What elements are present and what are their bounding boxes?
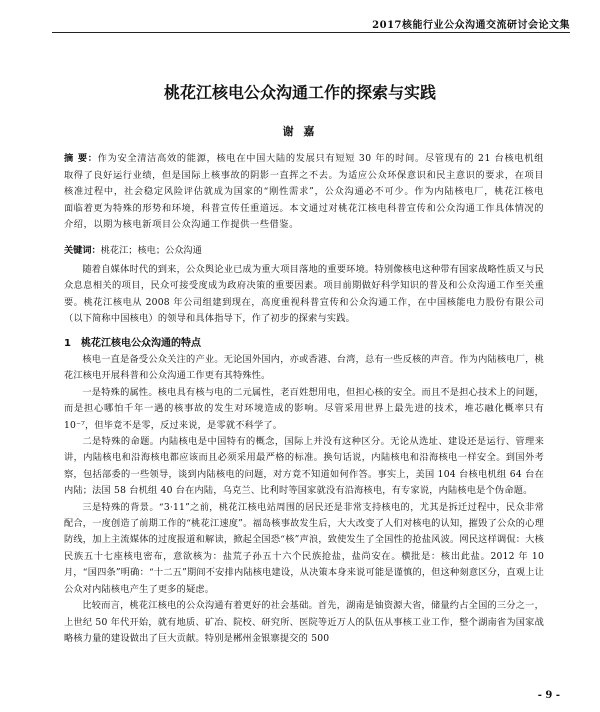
section-paragraph-3: 二是特殊的命题。内陆核电是中国特有的概念，国际上并没有这种区分。无论从选址、建设还是运行、管理来讲，内陆核电和沿海核电都应该而且必须采用最严格的标准。换句话说，内陆核电和沿海核电一样安全。到国外考察，包括部委的一些领导，谈到内陆核电的问题，对方竟不知道如何作答。事实上，美国 104 台核电机组 64 台在内陆；法国 58 台机组 40 台在内陆，乌克兰、比利时等国家就没有沿海核电，有专家说，内陆核电是个伪命题。 bbox=[64, 436, 544, 497]
abstract bbox=[64, 151, 544, 234]
section-paragraph-1: 核电一直是备受公众关注的产业。无论国外国内，亦或香港、台湾，总有一些反核的声音。作为内陆核电厂，桃花江核电开展科普和公众沟通工作更有其特殊性。 bbox=[64, 354, 544, 382]
header-rule bbox=[52, 32, 570, 33]
section-paragraph-5: 比较而言，桃花江核电的公众沟通有着更好的社会基础。首先，湖南是铀资源大省，储量约占全国的三分之一，上世纪 50 年代开始，就有地质、矿冶、院校、研究所、医院等近万人的队伍从事核工业工作，整个湖南省为国家战略核力量的建设做出了巨大贡献。特别是郴州金银寨提交的 500 bbox=[64, 600, 544, 644]
keywords bbox=[64, 242, 544, 256]
section-paragraph-4: 三是特殊的背景。“3·11”之前，桃花江核电站周围的居民还是非常支持核电的，尤其是拆迁过程中，民众非常配合，一度创造了前期工作的“桃花江速度”。福岛核事故发生后，大大改变了人们对核电的认知，摧毁了公众的心理防线，加上主流媒体的过度报道和解读，掀起全国恐“核”声浪，致使发生了全国性的抢盐风波。网民这样调侃：大核民族五十七座核电密布，意欲核为：盐荒子孙五十六个民族抢盐，盐尚安在。横批是：核出此盐。2012 年 10 月，“国四条”明确：“十二五”期间不安排内陆核电建设，从决策本身来说可能是谨慎的，但这种刻意区分，直观上让公众对内陆核电产生了更多的疑虑。 bbox=[64, 501, 544, 595]
page-number: - 9 - bbox=[537, 690, 560, 701]
intro-paragraph: 随着自媒体时代的到来，公众舆论业已成为重大项目落地的重要环境。特别像核电这种带有国家战略性质又与民众息息相关的项目，民众可接受度成为政府决策的重要因素。项目前期做好科学知识的普及和公众沟通工作至关重要。桃花江核电从 2008 年公司组建到现在，高度重视科普宣传和公众沟通工作，在中国核能电力股份有限公司（以下简称中国核电）的领导和具体指导下，作了初步的探索与实践。 bbox=[64, 264, 544, 325]
keywords-text: 桃花江；核电；公众沟通 bbox=[100, 245, 202, 256]
author: 谢 嘉 bbox=[282, 125, 318, 138]
abstract-label: 摘 要： bbox=[64, 153, 98, 164]
section-body bbox=[64, 352, 544, 647]
paper-title: 桃花江核电公众沟通工作的探索与实践 bbox=[163, 83, 436, 102]
keywords-label: 关键词： bbox=[64, 245, 101, 256]
running-head: 2017核能行业公众沟通交流研讨会论文集 bbox=[372, 20, 570, 31]
abstract-text: 作为安全清洁高效的能源，核电在中国大陆的发展只有短短 30 年的时间。尽管现有的 21 台核电机组取得了良好运行业绩，但是国际上核事故的阴影一直挥之不去。为适应公众环保意识和民主意识的要求，在项目核准过程中，社会稳定风险评估就成为国家的“刚性需求”，公众沟通必不可少。作为内陆核电厂，桃花江核电面临着更为特殊的形势和环境，科普宣传任重道远。本文通过对桃花江核电科普宣传和公众沟通工作具体情况的介绍，以期为核电新项目公众沟通工作提供一些借鉴。 bbox=[64, 153, 544, 231]
section-paragraph-2: 一是特殊的属性。核电具有核与电的二元属性，老百姓想用电，但担心核的安全。而且不是担心技术上的问题，而是担心哪怕千年一遇的核事故的发生对环境造成的影响。尽管采用世界上最先进的技术，堆芯融化概率只有 10⁻⁷，但毕竟不是零，反过来说，是零就不科学了。 bbox=[64, 386, 544, 431]
section-heading: 1 桃花江核电公众沟通的特点 bbox=[64, 338, 201, 349]
